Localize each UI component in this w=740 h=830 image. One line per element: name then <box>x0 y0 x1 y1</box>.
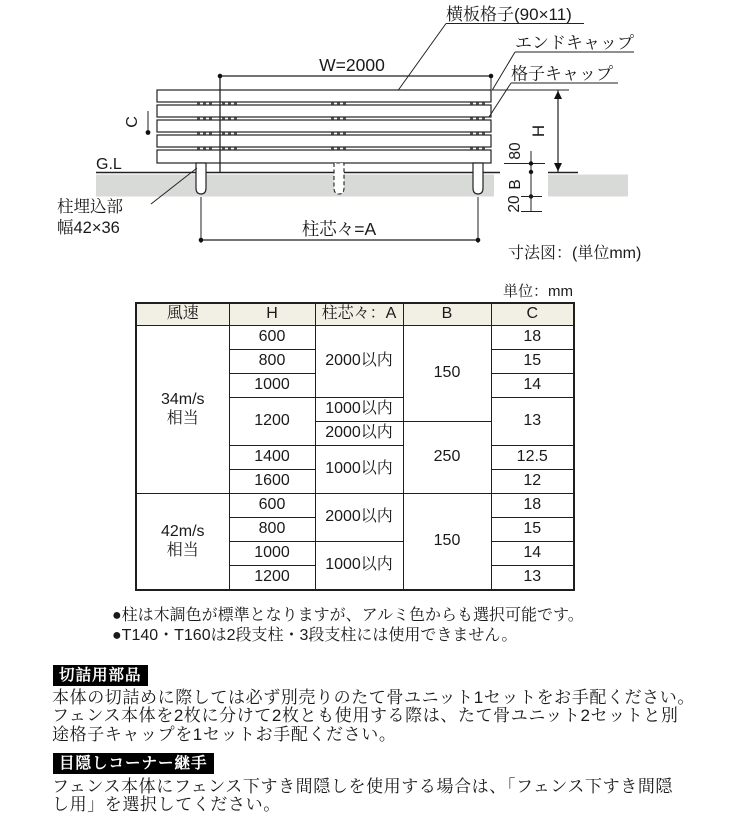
section-cut-parts <box>53 665 148 686</box>
wind-42-cell <box>136 494 229 591</box>
cell-b: 150 <box>403 494 491 591</box>
post-embed-label-1: 柱埋込部 <box>57 198 123 216</box>
cell-h: 1200 <box>229 566 315 591</box>
cell-c: 12 <box>491 470 574 494</box>
cell-h: 600 <box>229 326 315 350</box>
post-pitch-dimension <box>199 197 481 243</box>
cell-h: 800 <box>229 518 315 542</box>
middle-post-hidden <box>334 163 344 194</box>
cell-h: 1000 <box>229 374 315 398</box>
gap-dimension <box>124 111 150 135</box>
width-dimension <box>218 55 494 90</box>
table-unit-note: 単位：mm <box>503 283 573 300</box>
table-row <box>136 326 574 350</box>
paragraph-line: 本体の切詰めに際しては必ず別売りのたて骨ユニット1セットをお手配ください。 <box>52 688 695 707</box>
cell-a: 1000以内 <box>315 542 403 591</box>
wind-42-line2: 相当 <box>166 541 199 559</box>
table-row <box>136 494 574 518</box>
section-corner-joint-body <box>52 778 740 815</box>
gap-dim-label: C <box>124 116 141 128</box>
wind-34-line2: 相当 <box>166 409 199 427</box>
cell-a: 1000以内 <box>315 398 403 422</box>
embed-dimension <box>507 172 533 199</box>
paragraph-line: し用」を選択してください。 <box>52 795 281 815</box>
cell-c: 13 <box>491 566 574 591</box>
end-cap-label: エンドキャップ <box>515 33 634 53</box>
width-dim-label: W=2000 <box>319 55 385 75</box>
section-corner-joint-title: 目隠しコーナー継手 <box>53 753 214 774</box>
cell-c: 18 <box>491 326 574 350</box>
cell-a: 1000以内 <box>315 446 403 494</box>
spec-table <box>135 302 575 591</box>
cell-c: 14 <box>491 542 574 566</box>
ground-strip <box>96 175 628 197</box>
wind-34-cell <box>136 326 229 494</box>
paragraph-line: フェンス本体を2枚に分けて2枚とも使用する際は、たて骨ユニット2セットと別 <box>52 706 679 726</box>
post-pitch-label: 柱芯々=A <box>301 219 377 239</box>
cell-h: 800 <box>229 350 315 374</box>
col-header-b: B <box>403 303 491 326</box>
section-corner-joint <box>53 753 214 774</box>
height-dim-label: H <box>529 124 548 138</box>
paragraph-line: 途格子キャップを1セットお手配ください。 <box>52 724 397 744</box>
cell-h: 1200 <box>229 398 315 446</box>
section-cut-parts-body <box>52 689 740 744</box>
col-header-a: 柱芯々：A <box>315 303 403 326</box>
lattice-cap-label: 格子キャップ <box>511 64 613 84</box>
left-post <box>196 163 206 194</box>
dim-20 <box>506 195 542 213</box>
cell-c: 12.5 <box>491 446 574 470</box>
cell-h: 600 <box>229 494 315 518</box>
cell-c: 15 <box>491 518 574 542</box>
cell-b: 250 <box>403 422 491 494</box>
paragraph-line: フェンス本体にフェンス下すき間隠しを使用する場合は、「フェンス下すき間隠 <box>52 777 674 796</box>
fence-dimension-drawing <box>0 0 740 272</box>
cell-c: 15 <box>491 350 574 374</box>
wind-34-line1: 34m/s <box>160 391 205 409</box>
fence-boards <box>157 90 491 163</box>
section-cut-parts-title: 切詰用部品 <box>53 665 148 686</box>
cell-a: 2000以内 <box>315 326 403 398</box>
cell-b: 150 <box>403 326 491 422</box>
cell-c: 13 <box>491 398 574 446</box>
right-post <box>473 163 483 194</box>
cell-c: 14 <box>491 374 574 398</box>
drawing-caption: 寸法図：(単位mm) <box>508 245 642 262</box>
table-header-row <box>136 303 574 326</box>
dim-20-label: 20 <box>506 195 523 213</box>
cell-c: 18 <box>491 494 574 518</box>
col-header-h: H <box>229 303 315 326</box>
ground-level-label: G.L <box>96 156 122 173</box>
wind-42-line1: 42m/s <box>160 523 205 541</box>
col-header-c: C <box>491 303 574 326</box>
note-t140-t160: ●T140・T160は2段支柱・3段支柱には使用できません。 <box>112 627 518 644</box>
cell-h: 1400 <box>229 446 315 470</box>
embed-dim-label: B <box>507 179 524 190</box>
cell-a: 2000以内 <box>315 422 403 446</box>
dim-80-label: 80 <box>507 142 524 160</box>
note-post-color: ●柱は木調色が標準となりますが、アルミ色からも選択可能です。 <box>112 607 584 624</box>
notes <box>112 606 584 646</box>
lattice-cap-callout <box>489 65 618 118</box>
cell-h: 1000 <box>229 542 315 566</box>
dim-80 <box>504 142 545 174</box>
post-embed-label-2: 幅42×36 <box>57 219 120 237</box>
cell-a: 2000以内 <box>315 494 403 542</box>
board-label: 横板格子(90×11) <box>446 5 572 24</box>
col-header-wind: 風速 <box>136 303 229 326</box>
cell-h: 1600 <box>229 470 315 494</box>
